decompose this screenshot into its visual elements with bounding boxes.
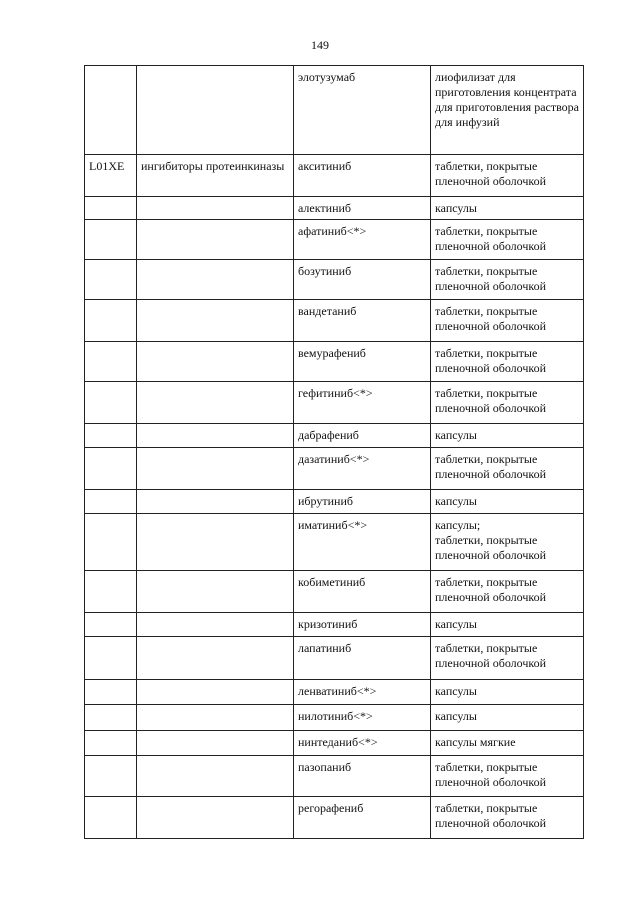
- atc-code-cell: [85, 731, 137, 756]
- table-row: [85, 756, 584, 797]
- dosage-form-line: таблетки, покрытые пленочной оболочкой: [435, 159, 547, 188]
- table-row: [85, 731, 584, 756]
- atc-code-cell: [85, 490, 137, 514]
- dosage-form-line: таблетки, покрытые пленочной оболочкой: [435, 760, 547, 789]
- table-row: [85, 342, 584, 382]
- atc-code-cell: [85, 514, 137, 571]
- drug-name-cell: дазатиниб<*>: [294, 448, 431, 490]
- atc-code-cell: [85, 756, 137, 797]
- dosage-form-cell: [431, 705, 584, 731]
- group-cell: [137, 342, 294, 382]
- table-row: [85, 260, 584, 300]
- group-cell: [137, 797, 294, 839]
- dosage-form-cell: [431, 155, 584, 197]
- dosage-form-cell: [431, 260, 584, 300]
- atc-code-cell: [85, 382, 137, 424]
- table-row: [85, 680, 584, 705]
- group-cell: [137, 514, 294, 571]
- drug-name-cell: элотузумаб: [294, 66, 431, 155]
- table-row: [85, 220, 584, 260]
- dosage-form-cell: [431, 680, 584, 705]
- atc-code-cell: [85, 448, 137, 490]
- drug-name-cell: иматиниб<*>: [294, 514, 431, 571]
- group-cell: [137, 448, 294, 490]
- drug-name-cell: кобиметиниб: [294, 571, 431, 613]
- dosage-form-line: капсулы: [435, 684, 477, 698]
- table-row: [85, 705, 584, 731]
- drug-name-cell: бозутиниб: [294, 260, 431, 300]
- dosage-form-line: таблетки, покрытые пленочной оболочкой: [435, 224, 547, 253]
- group-cell: [137, 571, 294, 613]
- table-row: [85, 382, 584, 424]
- dosage-form-cell: [431, 382, 584, 424]
- drug-name-cell: ибрутиниб: [294, 490, 431, 514]
- group-cell: [137, 197, 294, 220]
- group-cell: [137, 490, 294, 514]
- dosage-form-line: капсулы мягкие: [435, 735, 516, 749]
- atc-code-cell: [85, 571, 137, 613]
- atc-code-cell: [85, 797, 137, 839]
- dosage-form-cell: [431, 342, 584, 382]
- dosage-form-line: таблетки, покрытые пленочной оболочкой: [435, 346, 547, 375]
- dosage-form-line: таблетки, покрытые пленочной оболочкой: [435, 533, 547, 562]
- atc-code-cell: [85, 613, 137, 637]
- dosage-form-line: таблетки, покрытые пленочной оболочкой: [435, 452, 547, 481]
- dosage-form-line: капсулы;: [435, 518, 481, 532]
- table-body: [85, 66, 584, 839]
- dosage-form-line: капсулы: [435, 709, 477, 723]
- group-cell: ингибиторы протеинкиназы: [137, 155, 294, 197]
- table-row: [85, 197, 584, 220]
- dosage-form-cell: [431, 448, 584, 490]
- atc-code-cell: [85, 637, 137, 680]
- group-cell: [137, 637, 294, 680]
- atc-code-cell: [85, 66, 137, 155]
- group-cell: [137, 220, 294, 260]
- drug-name-cell: вандетаниб: [294, 300, 431, 342]
- dosage-form-line: капсулы: [435, 494, 477, 508]
- atc-code-cell: [85, 342, 137, 382]
- dosage-form-line: капсулы: [435, 428, 477, 442]
- dosage-form-cell: [431, 797, 584, 839]
- dosage-form-cell: [431, 220, 584, 260]
- dosage-form-cell: [431, 731, 584, 756]
- table-row: [85, 571, 584, 613]
- atc-code-cell: [85, 300, 137, 342]
- atc-code-cell: [85, 220, 137, 260]
- dosage-form-line: таблетки, покрытые пленочной оболочкой: [435, 575, 547, 604]
- group-cell: [137, 382, 294, 424]
- dosage-form-cell: [431, 300, 584, 342]
- table-row: [85, 613, 584, 637]
- atc-code-cell: [85, 424, 137, 448]
- group-cell: [137, 705, 294, 731]
- group-cell: [137, 680, 294, 705]
- drug-name-cell: гефитиниб<*>: [294, 382, 431, 424]
- dosage-form-line: таблетки, покрытые пленочной оболочкой: [435, 386, 547, 415]
- dosage-form-cell: [431, 66, 584, 155]
- dosage-form-cell: [431, 424, 584, 448]
- drug-name-cell: дабрафениб: [294, 424, 431, 448]
- drug-name-cell: нинтеданиб<*>: [294, 731, 431, 756]
- drug-name-cell: кризотиниб: [294, 613, 431, 637]
- group-cell: [137, 66, 294, 155]
- dosage-form-cell: [431, 613, 584, 637]
- table-row: [85, 300, 584, 342]
- drug-name-cell: афатиниб<*>: [294, 220, 431, 260]
- dosage-form-line: капсулы: [435, 201, 477, 215]
- atc-code-cell: [85, 705, 137, 731]
- group-cell: [137, 756, 294, 797]
- atc-code-cell: [85, 260, 137, 300]
- group-cell: [137, 613, 294, 637]
- drug-name-cell: лапатиниб: [294, 637, 431, 680]
- dosage-form-line: капсулы: [435, 617, 477, 631]
- dosage-form-cell: [431, 571, 584, 613]
- dosage-form-cell: [431, 637, 584, 680]
- drug-table: [84, 65, 584, 839]
- atc-code-cell: [85, 197, 137, 220]
- drug-name-cell: вемурафениб: [294, 342, 431, 382]
- page-number: 149: [311, 38, 329, 52]
- table-row: [85, 637, 584, 680]
- group-cell: [137, 260, 294, 300]
- table-row: [85, 66, 584, 155]
- table-row: [85, 797, 584, 839]
- drug-name-cell: алектиниб: [294, 197, 431, 220]
- group-cell: [137, 731, 294, 756]
- dosage-form-line: таблетки, покрытые пленочной оболочкой: [435, 801, 547, 830]
- group-cell: [137, 424, 294, 448]
- drug-name-cell: пазопаниб: [294, 756, 431, 797]
- table-row: [85, 490, 584, 514]
- drug-name-cell: акситиниб: [294, 155, 431, 197]
- drug-name-cell: нилотиниб<*>: [294, 705, 431, 731]
- dosage-form-line: таблетки, покрытые пленочной оболочкой: [435, 641, 547, 670]
- dosage-form-cell: [431, 514, 584, 571]
- table-row: [85, 424, 584, 448]
- dosage-form-line: таблетки, покрытые пленочной оболочкой: [435, 264, 547, 293]
- dosage-form-cell: [431, 756, 584, 797]
- dosage-form-line: лиофилизат для приготовления концентрата для приготовления раствора для инфузий: [435, 70, 579, 129]
- table-row: [85, 448, 584, 490]
- atc-code-cell: [85, 680, 137, 705]
- dosage-form-line: таблетки, покрытые пленочной оболочкой: [435, 304, 547, 333]
- table-row: [85, 514, 584, 571]
- dosage-form-cell: [431, 490, 584, 514]
- dosage-form-cell: [431, 197, 584, 220]
- drug-name-cell: регорафениб: [294, 797, 431, 839]
- table-row: [85, 155, 584, 197]
- group-cell: [137, 300, 294, 342]
- drug-name-cell: ленватиниб<*>: [294, 680, 431, 705]
- atc-code-cell: L01XE: [85, 155, 137, 197]
